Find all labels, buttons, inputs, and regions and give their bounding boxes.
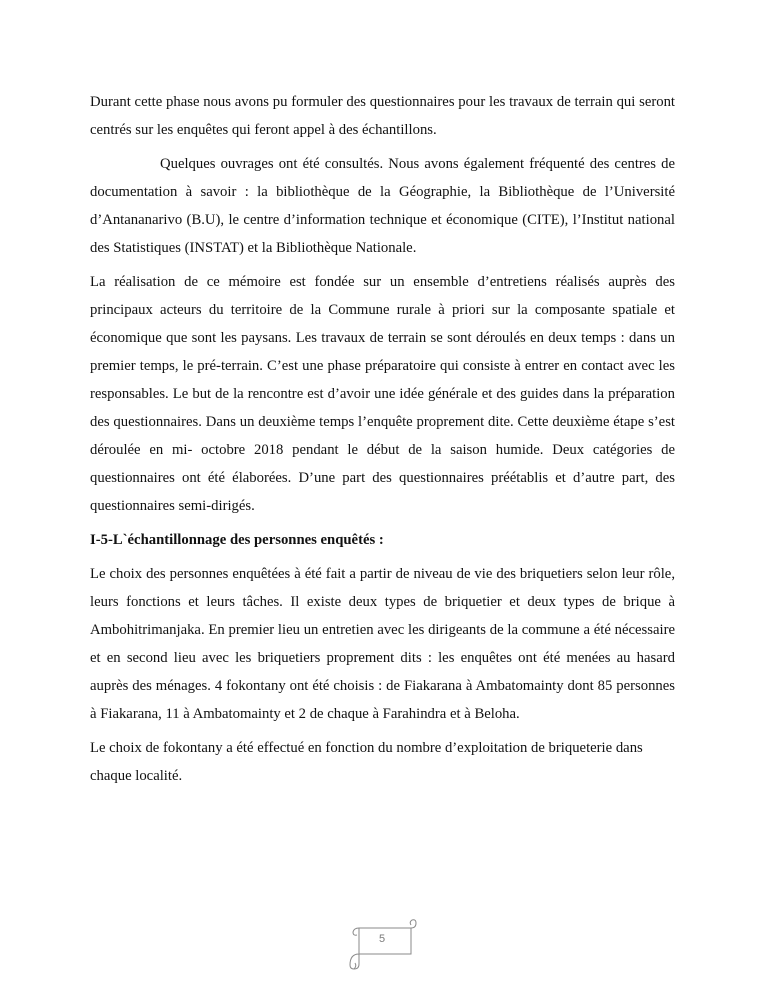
- paragraph-documentation-sources: Quelques ouvrages ont été consultés. Nous avons également fréquenté des centres de documentation à savoir : la bibliothèque de la Géographie, la Bibliothèque de l’Université d’Antananarivo (B.U), le centre d’information technique et économique (CITE), l’Institut national des Statistiques (INSTAT) et la Bibliothèque Nationale.: [90, 156, 675, 256]
- paragraph-fokontany-choice: Le choix de fokontany a été effectué en fonction du nombre d’exploitation de briqueterie dans chaque localité.: [90, 740, 643, 784]
- scroll-icon: [345, 918, 419, 972]
- section-heading: I-5-L`échantillonnage des personnes enquêtés :: [90, 532, 384, 548]
- paragraph-fieldwork: La réalisation de ce mémoire est fondée sur un ensemble d’entretiens réalisés auprès des principaux acteurs du territoire de la Commune rurale à priori sur la composante spatiale et économique que sont les paysans. Les travaux de terrain se sont déroulés en deux temps : dans un premier temps, le pré-terrain. C’est une phase préparatoire qui consiste à entrer en contact avec les responsables. Le but de la rencontre est d’avoir une idée générale et des guides dans la préparation des questionnaires. Dans un deuxième temps l’enquête proprement dite. Cette deuxième étape s’est déroulée en mi- octobre 2018 pendant le début de la saison humide. Deux catégories de questionnaires ont été élaborées. D’une part des questionnaires préétablis et d’autre part, des questionnaires semi-dirigés.: [90, 274, 675, 514]
- paragraph-sampling: Le choix des personnes enquêtées à été fait a partir de niveau de vie des briquetiers selon leur rôle, leurs fonctions et leurs tâches. Il existe deux types de briquetier et deux types de brique à Ambohitrimanjaka. En premier lieu un entretien avec les dirigeants de la commune a été nécessaire et en second lieu avec les briquetiers proprement dits : les enquêtes ont été menées au hasard auprès des ménages. 4 fokontany ont été choisis : de Fiakarana à Ambatomainty dont 85 personnes à Fiakarana, 11 à Ambatomainty et 2 de chaque à Farahindra et à Beloha.: [90, 566, 675, 722]
- paragraph-methodology-intro: Durant cette phase nous avons pu formuler des questionnaires pour les travaux de terrain qui seront centrés sur les enquêtes qui feront appel à des échantillons.: [90, 94, 675, 138]
- document-body: [90, 88, 675, 796]
- page-number: 5: [378, 933, 386, 945]
- page-footer: [345, 918, 419, 972]
